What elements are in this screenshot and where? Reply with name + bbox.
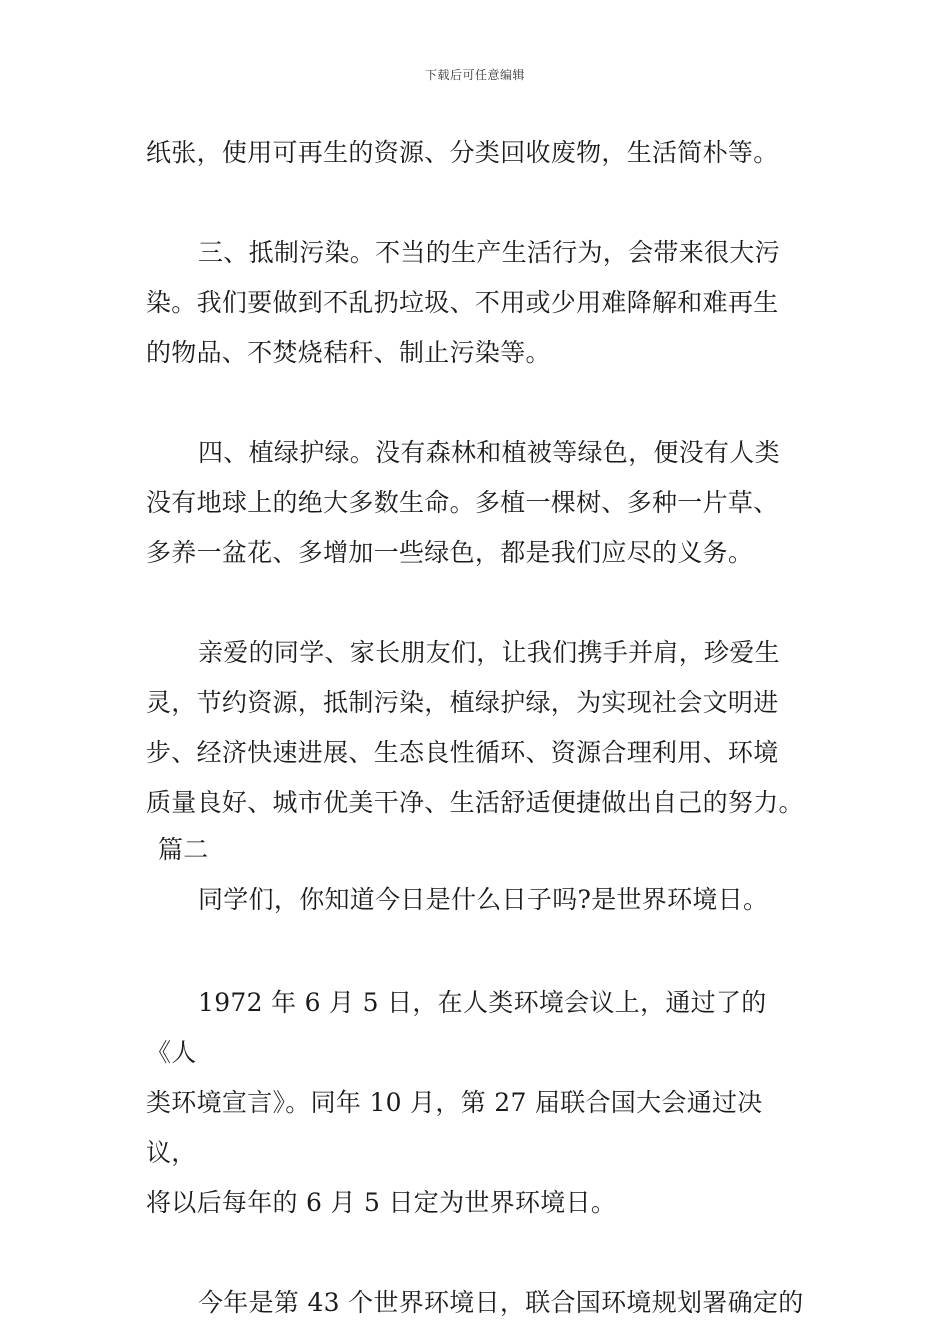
paragraph-line: 步、经济快速进展、生态良性循环、资源合理利用、环境 (146, 738, 779, 767)
paragraph-line: 类环境宣言》。同年 10 月，第 27 届联合国大会通过决议， (146, 1088, 763, 1167)
paragraph-line: 三、抵制污染。不当的生产生活行为，会带来很大污 (198, 238, 780, 267)
paragraph-line: 质量良好、城市优美干净、生活舒适便捷做出自己的努力。 (146, 788, 804, 817)
paragraph-line: 染。我们要做到不乱扔垃圾、不用或少用难降解和难再生 (146, 288, 779, 317)
paragraph-line: 1972 年 6 月 5 日，在人类环境会议上，通过了的《人 (146, 988, 767, 1067)
document-body (146, 128, 810, 1328)
paragraph-line: 四、植绿护绿。没有森林和植被等绿色，便没有人类 (198, 438, 780, 467)
paragraph-line: 纸张，使用可再生的资源、分类回收废物，生活简朴等。 (146, 138, 779, 167)
paragraph-line: 的物品、不焚烧秸秆、制止污染等。 (146, 338, 551, 367)
paragraph-line: 同学们，你知道今日是什么日子吗?是世界环境日。 (198, 885, 769, 914)
paragraph-line: 将以后每年的 6 月 5 日定为世界环境日。 (146, 1188, 617, 1217)
paragraph-line: 没有地球上的绝大多数生命。多植一棵树、多种一片草、 (146, 488, 779, 517)
paragraph-line: 灵，节约资源，抵制污染，植绿护绿，为实现社会文明进 (146, 688, 779, 717)
paragraph-line: 今年是第 43 个世界环境日，联合国环境规划署确定的 (198, 1288, 804, 1317)
page-header: 下载后可任意编辑 (424, 68, 525, 82)
paragraph-line: 多养一盆花、多增加一些绿色，都是我们应尽的义务。 (146, 538, 754, 567)
section-heading: 篇二 (158, 835, 209, 864)
paragraph-line: 亲爱的同学、家长朋友们，让我们携手并肩，珍爱生 (198, 638, 780, 667)
